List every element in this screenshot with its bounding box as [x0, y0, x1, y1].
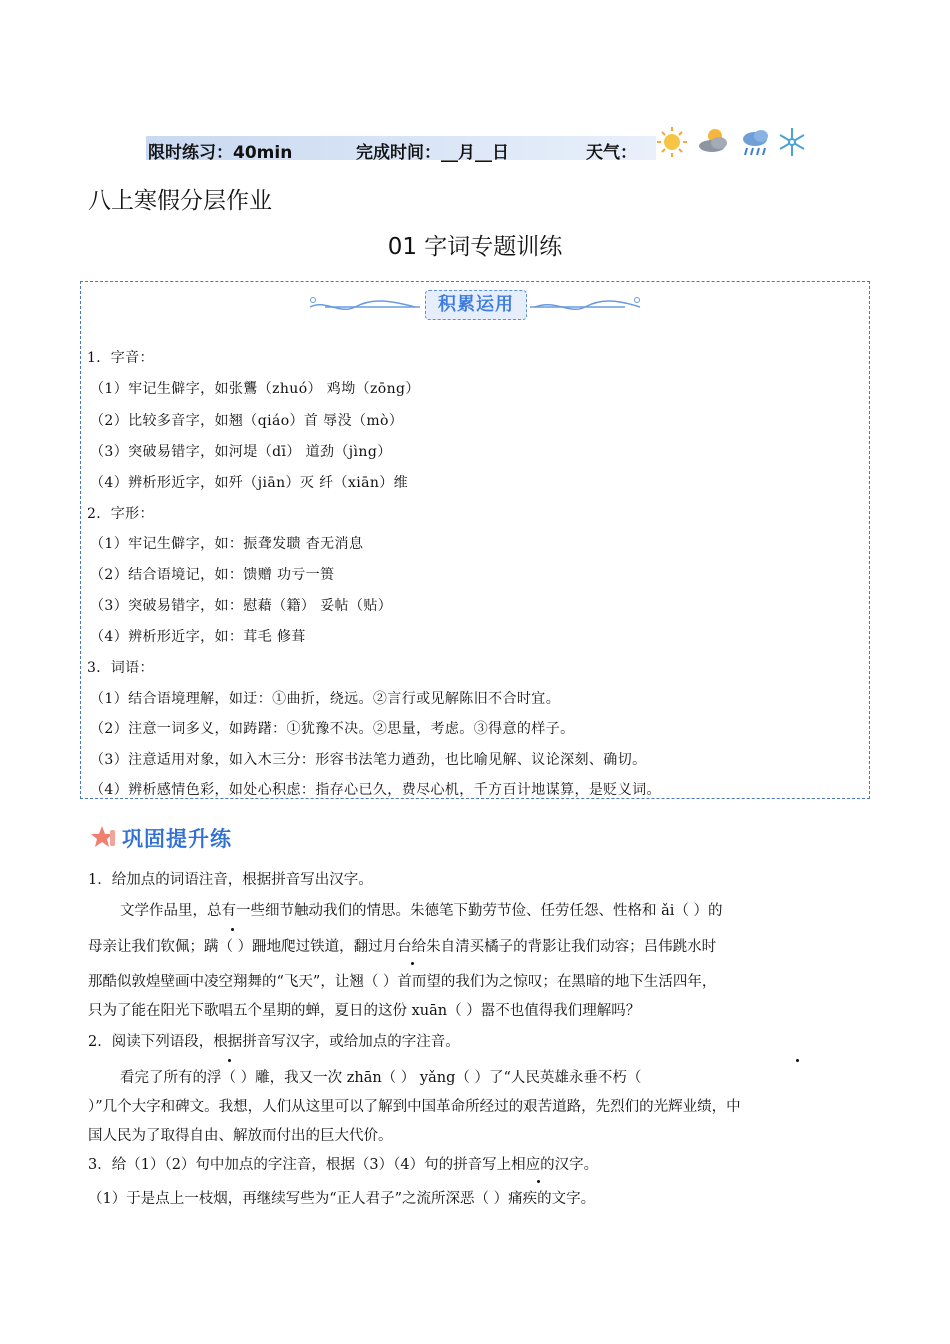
question-2-line: 看完了所有的浮（ ）雕，我又一次 zhān（ ） yǎng（ ）了“人民英雄永垂不朽（ — [120, 1070, 642, 1086]
acc-line: （4）辨析形近字，如：茸毛 修葺 — [90, 629, 306, 645]
snowflake-icon — [780, 128, 804, 156]
acc-line: （1）牢记生僻字，如：振聋发聩 杳无消息 — [90, 536, 364, 552]
question-1-line: 文学作品里，总有一些细节触动我们的情思。朱德笔下勤劳节俭、任劳任怨、性格和 ǎi（ ）的 — [120, 903, 723, 919]
acc-line: （1）结合语境理解，如迂：①曲折，绕远。②言行或见解陈旧不合时宜。 — [90, 691, 561, 707]
acc-line: 1．字音： — [87, 350, 154, 366]
consolidation-heading: 巩固提升练 — [122, 827, 232, 851]
acc-line: （1）牢记生僻字，如张鸗（zhuó） 鸡坳（zōng） — [90, 381, 420, 397]
emphasis-dot — [412, 966, 413, 967]
partly-cloudy-icon — [699, 129, 727, 152]
sun-icon — [657, 127, 687, 157]
question-1-line: 那酷似敦煌壁画中凌空翔舞的“飞天”，让翘（ ）首而望的我们为之惊叹；在黑暗的地下生活四年， — [88, 974, 717, 990]
acc-line: （4）辨析感情色彩，如处心积虑：指存心已久，费尽心机，千方百计地谋算，是贬义词。 — [90, 782, 661, 798]
star-icon — [90, 824, 118, 852]
acc-line: （4）辨析形近字，如歼（jiān）灭 纤（xiān）维 — [90, 475, 409, 491]
question-3-title: 3．给（1）（2）句中加点的字注音，根据（3）（4）句的拼音写上相应的汉字。 — [88, 1157, 599, 1173]
acc-line: 3．词语： — [87, 660, 154, 676]
time-limit: 限时练习：40min — [148, 143, 293, 163]
weather-label: 天气： — [586, 143, 637, 163]
acc-line: （2）注意一词多义，如踌躇：①犹豫不决。②思量，考虑。③得意的样子。 — [90, 721, 575, 737]
question-2-line: ）”几个大字和碑文。我想，人们从这里可以了解到中国革命所经过的艰苦道路，先烈们的光辉业绩，中 — [88, 1099, 741, 1115]
question-1-line: 母亲让我们钦佩；蹒（ ）跚地爬过铁道，翻过月台给朱自清买橘子的背影让我们动容；吕伟跳水时 — [88, 939, 717, 955]
emphasis-dot — [229, 1063, 230, 1064]
question-2-title: 2．阅读下列语段，根据拼音写汉字，或给加点的字注音。 — [88, 1034, 460, 1050]
question-1-title: 1．给加点的词语注音，根据拼音写出汉字。 — [88, 872, 373, 888]
acc-line: （3）突破易错字，如河堤（dī） 道劲（jìng） — [90, 444, 392, 460]
finish-time: 完成时间：__月__日 — [356, 143, 509, 163]
acc-line: （3）注意适用对象，如入木三分：形容书法笔力遒劲，也比喻见解、议论深刻、确切。 — [90, 752, 647, 768]
document-title: 八上寒假分层作业 — [88, 188, 272, 214]
accumulation-heading: 积累运用 — [425, 290, 527, 320]
emphasis-dot — [797, 1063, 798, 1064]
question-1-line: 只为了能在阳光下歌唱五个星期的蝉，夏日的这份 xuān（ ）嚣不也值得我们理解吗？ — [88, 1003, 641, 1019]
section-title: 01 字词专题训练 — [387, 234, 563, 260]
weather-icons — [657, 124, 807, 160]
question-3-line: （1）于是点上一枝烟，再继续写些为“正人君子”之流所深恶（ ）痛疾的文字。 — [88, 1191, 596, 1207]
emphasis-dot — [232, 932, 233, 933]
rain-icon — [743, 130, 768, 155]
acc-line: （2）比较多音字，如翘（qiáo）首 辱没（mò） — [90, 413, 404, 429]
acc-line: 2．字形： — [87, 506, 154, 522]
emphasis-dot — [538, 1184, 539, 1185]
acc-line: （3）突破易错字，如：慰藉（籍） 妥帖（贴） — [90, 598, 393, 614]
acc-line: （2）结合语境记，如：馈赠 功亏一篑 — [90, 567, 335, 583]
question-2-line: 国人民为了取得自由、解放而付出的巨大代价。 — [88, 1128, 393, 1144]
